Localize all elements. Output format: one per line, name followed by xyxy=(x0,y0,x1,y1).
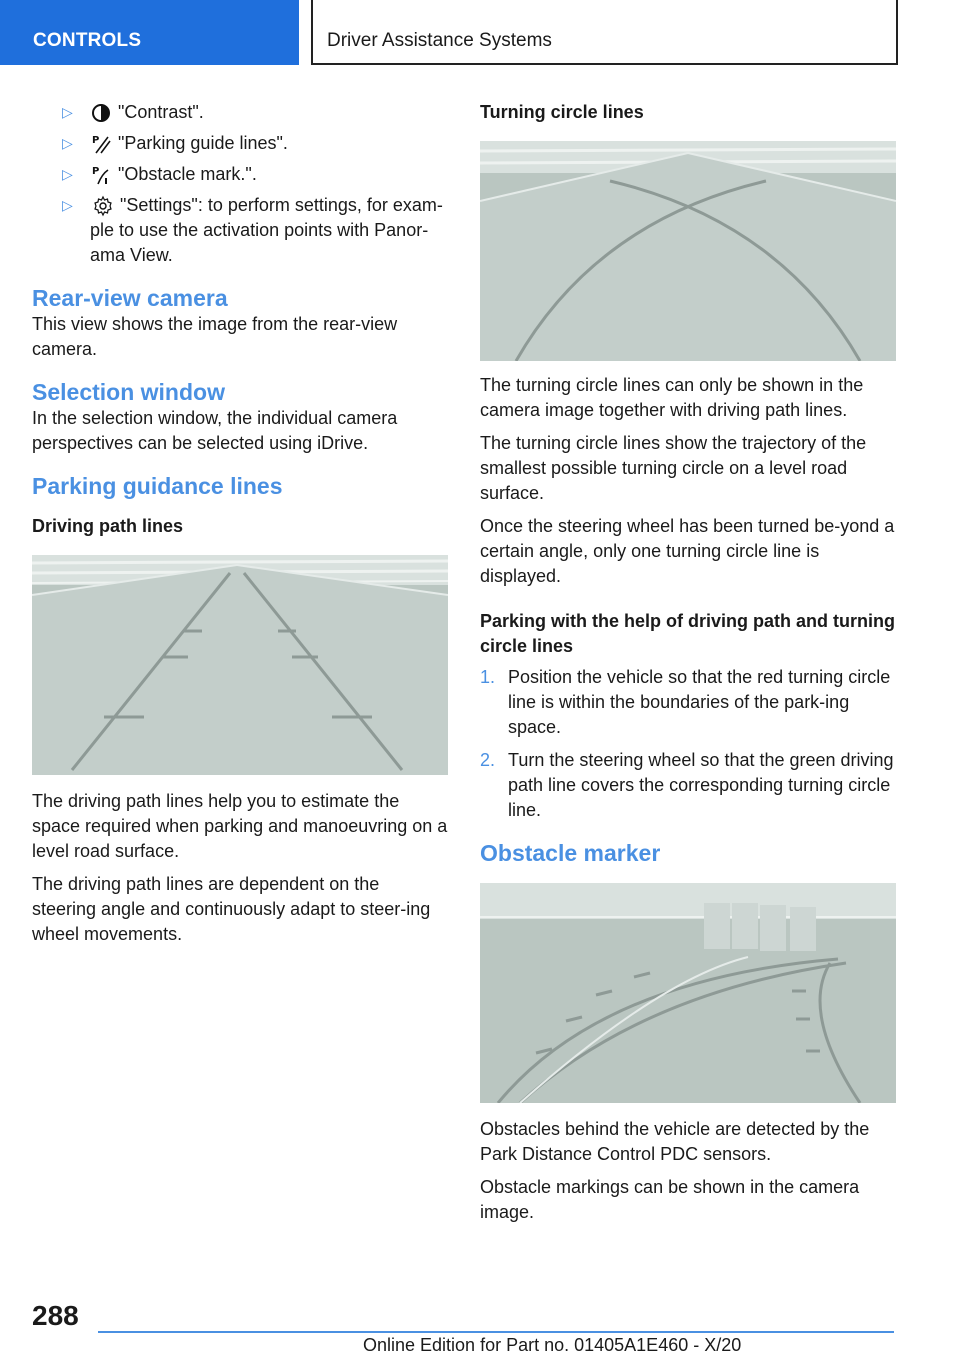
section-tab xyxy=(0,0,299,65)
paragraph: The driving path lines help you to estimate the space required when parking and manoeuvring on a level road surface. xyxy=(32,791,448,861)
edition-text: Online Edition for Part no. 01405A1E460 - X/20 xyxy=(363,1335,742,1355)
bullet-contrast xyxy=(32,100,448,125)
section-heading-selection-window: Selection window xyxy=(32,379,225,405)
bullet-text: "Settings": to perform settings, for exam-ple to use the activation points with Panor-ama View. xyxy=(90,195,443,265)
paragraph: The driving path lines are dependent on the steering angle and continuously adapt to steer-ing wheel movements. xyxy=(32,874,431,944)
subheading-driving-path-lines: Driving path lines xyxy=(32,516,184,536)
triangle-bullet-icon: ▷ xyxy=(62,197,73,213)
obstacle-mark-icon xyxy=(90,164,112,186)
svg-text:P: P xyxy=(92,135,100,146)
step-number: 2. xyxy=(480,750,496,770)
section-heading-rear-view-camera: Rear-view camera xyxy=(32,285,228,311)
obstacle-marker-figure xyxy=(480,883,896,1103)
list-item xyxy=(480,665,896,740)
bullet-text: "Contrast". xyxy=(118,102,204,122)
step-text: Turn the steering wheel so that the green driving path line covers the corresponding turning circle line. xyxy=(508,750,894,820)
bullet-parking-guide-lines xyxy=(32,131,448,156)
triangle-bullet-icon: ▷ xyxy=(62,135,73,151)
paragraph: Once the steering wheel has been turned be-yond a certain angle, only one turning circle line is displayed. xyxy=(480,516,895,586)
paragraph: Obstacle markings can be shown in the camera image. xyxy=(480,1177,860,1222)
bullet-text: "Parking guide lines". xyxy=(118,133,288,153)
contrast-icon xyxy=(90,102,112,124)
section-heading-parking-guidance-lines: Parking guidance lines xyxy=(32,473,283,499)
bullet-obstacle-mark xyxy=(32,162,448,187)
settings-gear-icon xyxy=(92,195,114,217)
step-number: 1. xyxy=(480,667,496,687)
page-number: 288 xyxy=(32,1300,79,1331)
driving-path-lines-figure xyxy=(32,555,448,775)
bullet-settings xyxy=(32,193,448,268)
subheading-turning-circle-lines: Turning circle lines xyxy=(480,102,644,122)
paragraph: In the selection window, the individual camera perspectives can be selected using iDrive. xyxy=(32,408,398,453)
paragraph: This view shows the image from the rear-view camera. xyxy=(32,314,398,359)
parking-guide-lines-icon xyxy=(90,133,112,155)
left-column xyxy=(32,100,448,955)
turning-circle-lines-figure xyxy=(480,141,896,361)
chapter-tab xyxy=(311,0,898,65)
list-item xyxy=(480,748,896,823)
svg-text:P: P xyxy=(92,166,100,177)
chapter-title: Driver Assistance Systems xyxy=(327,30,552,51)
subheading-parking-with-help: Parking with the help of driving path and turning circle lines xyxy=(480,611,895,656)
paragraph: Obstacles behind the vehicle are detected by the Park Distance Control PDC sensors. xyxy=(480,1119,870,1164)
section-title: CONTROLS xyxy=(33,30,142,51)
triangle-bullet-icon: ▷ xyxy=(62,166,73,182)
triangle-bullet-icon: ▷ xyxy=(62,104,73,120)
paragraph: The turning circle lines can only be shown in the camera image together with driving path lines. xyxy=(480,375,864,420)
footer-divider xyxy=(98,1331,894,1333)
bullet-text: "Obstacle mark.". xyxy=(118,164,257,184)
right-column xyxy=(480,100,896,1233)
section-heading-obstacle-marker: Obstacle marker xyxy=(480,840,661,866)
paragraph: The turning circle lines show the trajectory of the smallest possible turning circle on a level road surface. xyxy=(480,433,867,503)
step-text: Position the vehicle so that the red turning circle line is within the boundaries of the park-ing space. xyxy=(508,667,891,737)
